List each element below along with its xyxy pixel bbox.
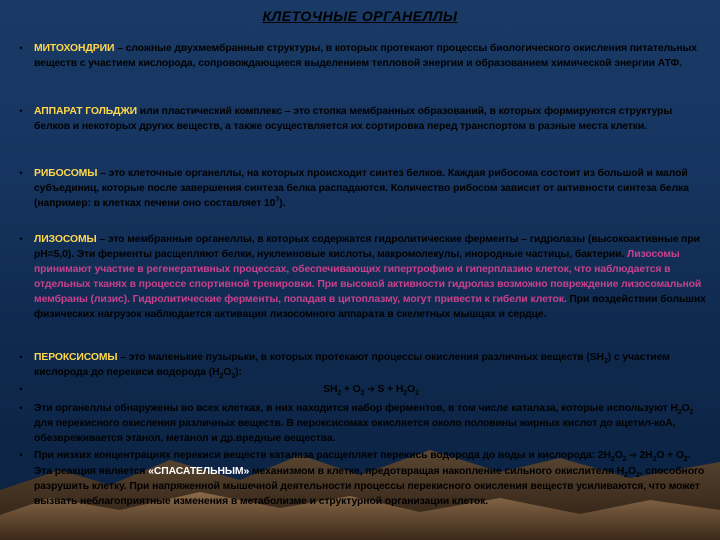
list-item-catalase [8, 448, 708, 509]
item-text [34, 232, 708, 322]
subscript: 2 [337, 390, 342, 398]
formula: + O [341, 384, 361, 395]
formula: O [407, 384, 416, 395]
list-item-ribosomes [8, 166, 708, 211]
subscript: 2 [622, 456, 627, 464]
item-tail: При воздействии больших физических нагрузок наблюдается активация лизосомного аппарата в скелетных мышцах и сердце. [34, 294, 706, 320]
subscript: 2 [360, 390, 365, 398]
formula: S + H [374, 384, 404, 395]
subscript: 2 [624, 472, 628, 480]
bullet: • [19, 106, 23, 116]
item-text [34, 41, 708, 71]
subscript: 2 [415, 390, 419, 398]
item-body: – это мембранные органеллы, в которых содержатся гидролитические ферменты – гидролазы (высокоактивные при pH=5,0). Эти ферменты расщепляют белки, нуклеиновые кислоты, макромолекулы, инородные частицы, бактерии. [34, 234, 700, 260]
item-body: – сложные двухмембранные структуры, в которых протекают процессы биологического окисления питательных веществ с участием кислорода, сопровождающиеся выделением тепловой энергии и образованием химической энергии АТФ. [34, 43, 697, 69]
list-item-equation [8, 382, 708, 398]
item-text [34, 166, 708, 211]
item-body: механизмом в клетке, предотвращая накопление сильного окислителя H [249, 466, 625, 477]
bullet: • [19, 403, 23, 413]
equation [34, 382, 708, 398]
saviour-label: «СПАСАТЕЛЬНЫМ» [148, 466, 250, 477]
list-item-peroxisome-enzymes [8, 401, 708, 446]
bullet: • [19, 234, 23, 244]
page-title: КЛЕТОЧНЫЕ ОРГАНЕЛЛЫ [262, 8, 458, 24]
term-mitochondria: МИТОХОНДРИИ [34, 43, 115, 54]
term-peroxisomes: ПЕРОКСИСОМЫ [34, 352, 118, 363]
term-lysosomes: ЛИЗОСОМЫ [34, 234, 97, 245]
bullet: • [19, 384, 23, 394]
term-golgi: АППАРАТ ГОЛЬДЖИ [34, 106, 138, 117]
item-body: O [223, 367, 232, 378]
item-body: При низких концентрациях перекиси веществ каталаза расщепляет перекись водорода до воды и кислорода: 2H [34, 450, 611, 461]
list-item-peroxisomes [8, 350, 708, 380]
subscript: 2 [219, 373, 224, 381]
item-body: O [681, 403, 690, 414]
subscript: 2 [689, 409, 694, 417]
item-body: – это клеточные органеллы, на которых происходит синтез белков. Каждая рибосома состоит из большой и малой субъединиц, которые после завершения синтеза белка распадаются. Количество рибосом зависит от активности синтеза белка (например: в клетках печени оно составляет 10 [34, 168, 689, 209]
item-text [34, 448, 708, 509]
arrow-icon: ➔ [629, 451, 637, 461]
bullet: • [19, 352, 23, 362]
item-text [34, 401, 708, 446]
item-body: или пластический комплекс – это стопка мембранных образований, в которых формируются структуры белков и некоторых других веществ, а также осуществляется их сортировка перед транспортом в разные места клетки. [34, 106, 673, 132]
term-ribosomes: РИБОСОМЫ [34, 168, 98, 179]
subscript: 2 [635, 472, 640, 480]
item-body: Эти органеллы обнаружены во всех клетках, в них находится набор ферментов, в том числе каталаза, которые используют H [34, 403, 678, 414]
item-body: O + O [656, 450, 684, 461]
subscript: 2 [231, 373, 236, 381]
superscript: 7 [275, 196, 280, 204]
item-body: 2H [636, 450, 653, 461]
item-body: O [614, 450, 623, 461]
subscript: 2 [652, 456, 657, 464]
subscript: 2 [683, 456, 688, 464]
item-body: ) с участием кислорода до перекиси водорода (H [34, 352, 670, 378]
item-text [34, 104, 708, 134]
list-item-mitochondria [8, 41, 708, 71]
item-tail: ). [279, 198, 286, 209]
subscript: 2 [603, 358, 608, 366]
item-body: – это маленькие пузырьки, в которых протекают процессы окисления различных веществ (SH [117, 352, 604, 363]
bullet: • [19, 43, 23, 53]
item-body: . Эта реакция является [34, 450, 691, 477]
list-item-lysosomes [8, 232, 708, 322]
bullet: • [19, 450, 23, 460]
subscript: 2 [403, 390, 408, 398]
item-body: ): [235, 367, 242, 378]
item-body: O [627, 466, 636, 477]
lysosome-highlight: Лизосомы принимают участие в регенеративных процессах, обеспечивающих гипертрофию и гиперплазию клеток, что наблюдается в отдельных тканях в процессе спортивной тренировки. При высокой активности гидролаз возможно повреждение лизосомальной мембраны (лизис). Гидролитические ферменты, попадая в цитоплазму, могут привести к гибели клеток. [34, 249, 702, 305]
formula: SH [323, 384, 338, 395]
bullet: • [19, 168, 23, 178]
item-body: , способного разрушить клетку. При напряженной мышечной деятельности процессы перекисного окисления веществ усиливаются, что может вызвать неблагоприятные изменения в метаболизме и структурной организации клеток. [34, 466, 705, 507]
subscript: 2 [610, 456, 615, 464]
item-body: для перекисного окисления различных веществ. В пероксисомах окисляется около половины жирных кислот до ацетил-коА, обезвреживается этанол, метанол и др.вредные вещества. [34, 418, 676, 444]
subscript: 2 [677, 409, 682, 417]
arrow-icon: ➔ [367, 385, 375, 395]
list-item-golgi [8, 104, 708, 134]
item-text [34, 350, 708, 380]
